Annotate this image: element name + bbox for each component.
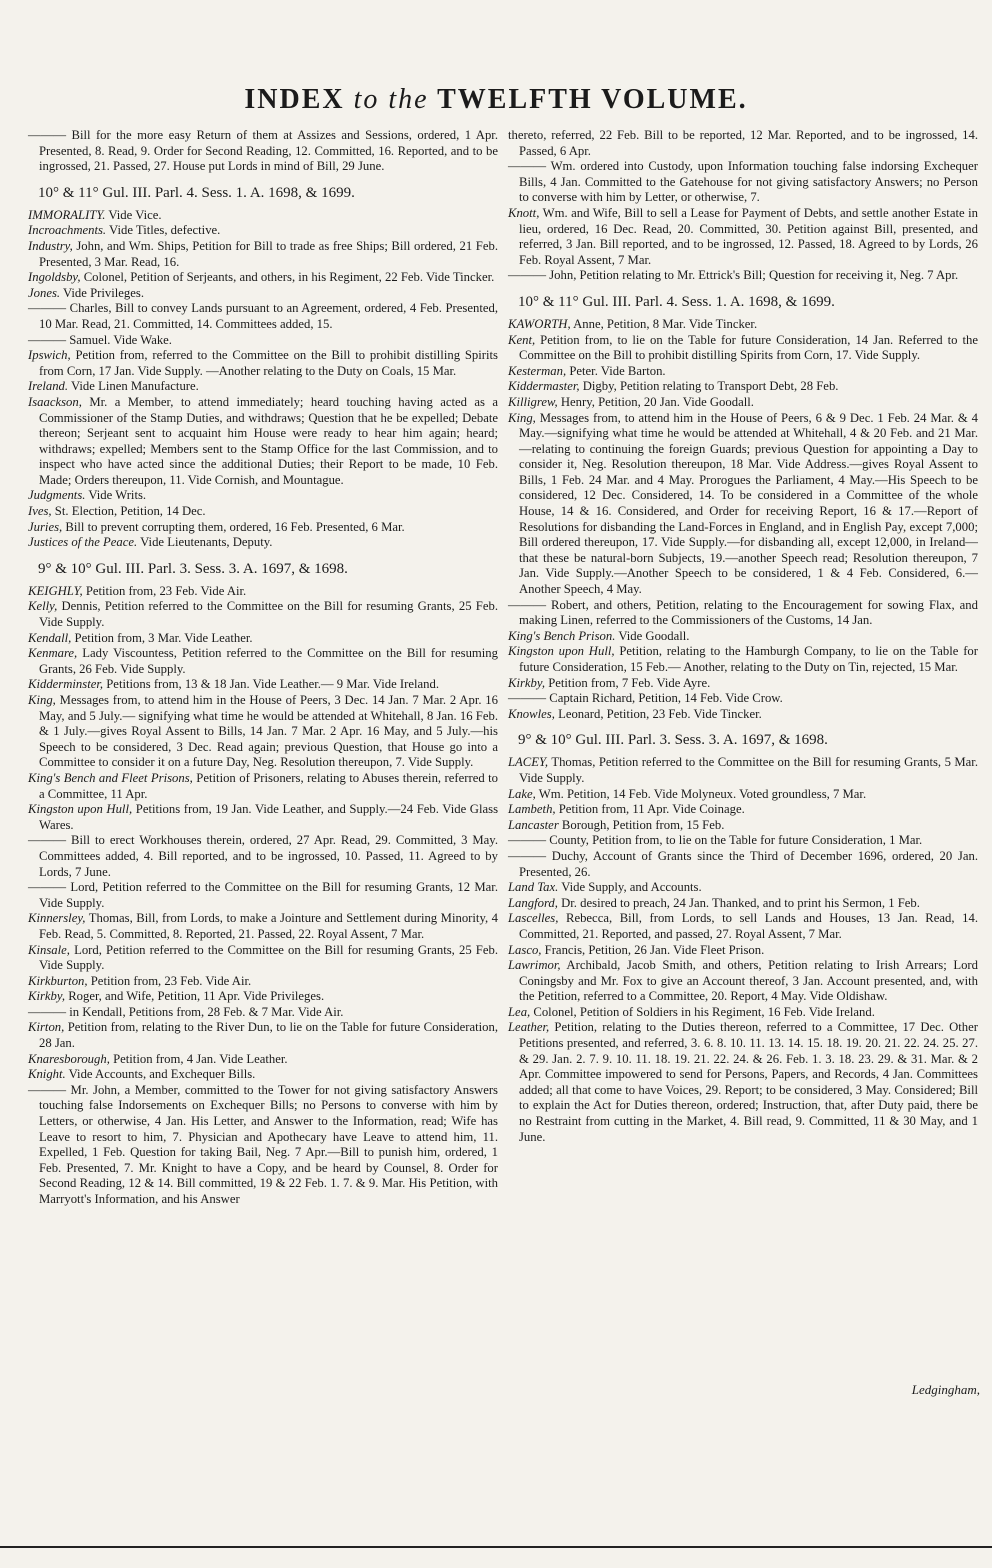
entry-text: St. Election, Petition, 14 Dec. xyxy=(51,504,206,519)
entry-headword: Lascelles, xyxy=(508,911,559,926)
entry-headword: Kirkburton, xyxy=(28,973,88,988)
entry-text: Wm. and Wife, Bill to sell a Lease for Payment of Debts, and settle another Estate in lieu, ordered, 16 Dec. Read, 20. Committed, 30. Petition against Bill, presented, and referred, 3 Jan. Bill reported, and to be ingrossed, 12. Passed, 18. Agreed to by Lords, 26 Feb. Royal Assent, 7 Mar. xyxy=(519,205,978,267)
entry-text: Archibald, Jacob Smith, and others, Petition relating to Irish Arrears; Lord Coningsby and Mr. Fox to give an Account thereof, 3 Jan. Account presented, and, with the Petition, referred to a Committee, 20. Report, 4 May. Vide Oldishaw. xyxy=(519,958,978,1004)
section-heading-text: 9° & 10° Gul. III. Parl. 3. Sess. 3. A. 1697, & 1698. xyxy=(518,732,828,749)
entry-text: Petition from, 3 Mar. Vide Leather. xyxy=(71,630,253,645)
index-entry xyxy=(28,880,498,911)
index-entry xyxy=(28,1020,498,1051)
index-entry xyxy=(28,238,498,270)
entry-text: Lord, Petition referred to the Committee on the Bill for resuming Grants, 25 Feb. Vide Supply. xyxy=(39,942,498,973)
entry-headword: IMMORALITY. xyxy=(28,207,106,222)
index-entry xyxy=(508,205,978,268)
index-entry xyxy=(28,285,498,302)
index-entry xyxy=(28,911,498,942)
title-index: INDEX xyxy=(244,84,345,115)
entry-headword: Land Tax. xyxy=(508,880,559,895)
index-entry xyxy=(508,706,978,723)
index-entry xyxy=(508,786,978,803)
entry-headword: Kelly, xyxy=(28,599,58,614)
entry-text: Petition from, relating to the River Dun, to lie on the Table for future Consideration, 28 Jan. xyxy=(39,1020,498,1051)
index-entry xyxy=(28,519,498,536)
index-entry xyxy=(508,316,978,333)
index-entry xyxy=(28,1082,498,1208)
entry-headword: Lancaster xyxy=(508,817,559,832)
entry-text: Vide Linen Manufacture. xyxy=(68,379,199,394)
section-heading xyxy=(28,185,498,202)
entry-headword: Lasco, xyxy=(508,942,542,957)
entry-headword: Leather, xyxy=(508,1020,550,1035)
section-heading xyxy=(508,732,978,749)
entry-headword: Ingoldsby, xyxy=(28,270,81,285)
entry-text: Leonard, Petition, 23 Feb. Vide Tincker. xyxy=(554,706,762,721)
index-entry xyxy=(508,691,978,707)
entry-headword: Juries, xyxy=(28,519,63,534)
entry-text: Vide Vice. xyxy=(105,207,162,222)
entry-text: Thomas, Petition referred to the Committee on the Bill for resuming Grants, 5 Mar. Vide Supply. xyxy=(519,755,978,785)
entry-text: Dennis, Petition referred to the Committee on the Bill for resuming Grants, 25 Feb. Vide Supply. xyxy=(39,599,498,630)
entry-text: Roger, and Wife, Petition, 11 Apr. Vide Privileges. xyxy=(65,989,325,1004)
section-heading xyxy=(508,294,978,311)
index-entry xyxy=(28,488,498,504)
entry-headword: Kiddermaster, xyxy=(508,379,580,394)
title-to-the: to the xyxy=(353,84,429,115)
index-entry xyxy=(28,348,498,379)
entry-text: Petition from, to lie on the Table for future Consideration, 14 Jan. Referred to the Committee on the Bill to prohibit distilling Spirits from Corn, 17. Vide Supply. xyxy=(519,332,978,363)
entry-headword: Knight. xyxy=(28,1067,66,1082)
index-entry xyxy=(508,895,978,912)
entry-headword: Lea, xyxy=(508,1004,531,1019)
catchword: Ledgingham, xyxy=(911,1382,980,1397)
entry-text: Colonel, Petition of Soldiers in his Regiment, 16 Feb. Vide Ireland. xyxy=(530,1004,875,1019)
entry-text: Petition from, 11 Apr. Vide Coinage. xyxy=(555,802,745,817)
title-volume: TWELFTH VOLUME. xyxy=(437,84,748,115)
index-entry xyxy=(508,958,978,1005)
entry-headword: Kirton, xyxy=(28,1020,65,1035)
entry-headword: Ireland. xyxy=(28,379,69,394)
index-entry xyxy=(28,1051,498,1068)
entry-headword: Kingston upon Hull, xyxy=(508,644,615,659)
entry-text: ——— Duchy, Account of Grants since the Third of December 1696, ordered, 20 Jan. Presented, 26. xyxy=(508,848,978,879)
entry-headword: King's Bench and Fleet Prisons, xyxy=(28,770,193,785)
entry-text: Petition, relating to the Hamburgh Company, to lie on the Table for future Consideration, 15 Feb.— Another, relating to the Duty on Tin, rejected, 15 Mar. xyxy=(519,644,978,674)
entry-headword: Lawrimor, xyxy=(508,958,561,973)
left-column xyxy=(28,128,498,1208)
page-title xyxy=(0,84,992,116)
entry-headword: King, xyxy=(28,693,56,707)
entry-text: ——— Mr. John, a Member, committed to the Tower for not giving satisfactory Answers touching false Indorsements on Exchequer Bills; no Persons to converse with him by Letters, or otherwise, 4 Jan. His Letter, and Answer to the Information, read; Wife has Leave to resort to him, 7. Physician and Apothecary have Leave to attend him, 11. Expelled, 1 Feb. Question for taking Bail, Neg. 7 Apr.—Bill to punish him, ordered, 1 Feb. Presented, 7. Mr. Knight to have a Copy, and be heard by Counsel, 8. Order for Second Reading, 12 & 14. Bill committed, 19 & 22 Feb. 1. 7. & 9. Mar. His Petition, with Marryott's Information, and his Answer xyxy=(28,1082,498,1206)
index-entry xyxy=(28,128,498,175)
index-entry xyxy=(28,1004,498,1021)
entry-headword: KEIGHLY, xyxy=(28,583,83,598)
index-entry xyxy=(28,770,498,802)
entry-headword: KAWORTH, xyxy=(508,316,571,331)
entry-text: ——— Samuel. Vide Wake. xyxy=(28,332,172,347)
index-entry xyxy=(508,379,978,395)
entry-text: Petition from, 7 Feb. Vide Ayre. xyxy=(545,675,711,690)
entry-text: Vide Goodall. xyxy=(615,628,690,643)
entry-headword: Kenmare, xyxy=(28,646,78,661)
index-entry xyxy=(28,207,498,224)
entry-text: Vide Privileges. xyxy=(60,285,144,300)
index-entry xyxy=(28,989,498,1005)
entry-text: Petition of Prisoners, relating to Abuses therein, referred to a Committee, 11 Apr. xyxy=(39,770,498,801)
entry-headword: Kesterman, xyxy=(508,363,567,378)
entry-text: Borough, Petition from, 15 Feb. xyxy=(558,817,725,832)
index-entry xyxy=(28,973,498,990)
index-entry xyxy=(508,128,978,159)
entry-text: Petition from, 23 Feb. Vide Air. xyxy=(87,973,252,988)
entry-headword: Kinsale, xyxy=(28,942,70,957)
index-entry xyxy=(508,817,978,834)
entry-headword: Ives, xyxy=(28,504,52,519)
entry-text: Messages from, to attend him in the House of Peers, 3 Dec. 14 Jan. 7 Mar. 2 Apr. 16 May, and 5 July.— signifying what time he would be attended at Whitehall, 8 Jan. 16 Feb. & 1 July.—gives Royal Assent to Bills, 14 Jan. 7 Mar. 2 Apr. 16 May, and 5 July.—his Speech to be considered, 3 Dec. Read again; previous Question, that House go into a Committee to consider it on a future Day, Neg. Resolution thereupon, 7. Vide Supply. xyxy=(39,693,498,770)
entry-text: ——— Captain Richard, Petition, 14 Feb. Vide Crow. xyxy=(508,691,783,706)
entry-text: Petition from, 23 Feb. Vide Air. xyxy=(82,583,247,598)
section-heading-text: 9° & 10° Gul. III. Parl. 3. Sess. 3. A. 1697, & 1698. xyxy=(38,560,348,577)
index-entry xyxy=(508,848,978,880)
entry-text: Bill to prevent corrupting them, ordered, 16 Feb. Presented, 6 Mar. xyxy=(62,519,405,534)
entry-text: Vide Accounts, and Exchequer Bills. xyxy=(65,1067,256,1082)
entry-headword: LACEY, xyxy=(508,755,549,770)
entry-text: Peter. Vide Barton. xyxy=(566,363,666,378)
index-entry xyxy=(508,363,978,380)
index-entry xyxy=(28,379,498,395)
index-entry xyxy=(508,394,978,411)
entry-text: Petitions from, 13 & 18 Jan. Vide Leather.— 9 Mar. Vide Ireland. xyxy=(103,677,440,692)
entry-headword: Knott, xyxy=(508,205,540,220)
index-entry xyxy=(28,301,498,332)
entry-headword: Kent, xyxy=(508,332,536,347)
index-entry xyxy=(508,332,978,364)
index-entry xyxy=(28,223,498,239)
index-entry xyxy=(508,159,978,206)
entry-headword: Judgments. xyxy=(28,488,86,503)
entry-text: Messages from, to attend him in the House of Peers, 6 & 9 Dec. 1 Feb. 24 Mar. & 4 May.—signifying what time he would be attended at Whitehall, 4 & 20 Feb. and 21 Mar. —relating to continuing the foreign Guards; previous Question for appointing a Day to consider it, Neg. Resolution thereupon, 18 Mar. Vide Address.—gives Royal Assent to Bills, 1 Feb. 24 Mar. and 4 May. Prorogues the Parliament, 4 May.—His Speech to be considered, 12 Dec. Considered, 14. To be considered in a Committee of the whole House, 14 & 16. Considered, and Order for receiving Report, 16 & 17.—Report of Resolutions for disbanding the Land-Forces in England, and in English Pay, except 7,000; Bill ordered thereupon, 17. Vide Supply.—for disbanding all, except 12,000, in Ireland—that these be natural-born Subjects, 19.—another Speech read; Resolution thereupon, 7 Jan. Vide Supply.—Another Speech to be considered, 1 & 4 Feb. Considered, 6.—Another Speech, 4 May. xyxy=(519,410,978,597)
index-entry xyxy=(28,646,498,677)
entry-text: Francis, Petition, 26 Jan. Vide Fleet Prison. xyxy=(541,942,765,957)
index-entry xyxy=(508,1020,978,1145)
section-heading-text: 10° & 11° Gul. III. Parl. 4. Sess. 1. A. 1698, & 1699. xyxy=(518,293,835,310)
entry-headword: Justices of the Peace. xyxy=(28,535,138,550)
index-entry xyxy=(28,504,498,520)
section-heading-text: 10° & 11° Gul. III. Parl. 4. Sess. 1. A. 1698, & 1699. xyxy=(38,184,355,201)
entry-text: ——— in Kendall, Petitions from, 28 Feb. & 7 Mar. Vide Air. xyxy=(28,1004,344,1019)
entry-text: ——— Lord, Petition referred to the Committee on the Bill for resuming Grants, 12 Mar. Vide Supply. xyxy=(28,880,498,910)
entry-headword: Kidderminster, xyxy=(28,677,104,692)
index-entry xyxy=(28,394,498,489)
entry-text: Wm. Petition, 14 Feb. Vide Molyneux. Voted groundless, 7 Mar. xyxy=(535,786,867,801)
entry-headword: King, xyxy=(508,410,536,425)
entry-headword: Industry, xyxy=(28,238,73,253)
entry-headword: Knowles, xyxy=(508,706,555,721)
index-entry xyxy=(508,880,978,896)
index-entry xyxy=(28,583,498,600)
entry-headword: Ipswich, xyxy=(28,348,71,363)
right-column xyxy=(508,128,978,1145)
entry-text: John, and Wm. Ships, Petition for Bill to trade as free Ships; Bill ordered, 21 Feb. Presented, 3 Mar. Read, 16. xyxy=(39,238,498,269)
entry-text: ——— Bill to erect Workhouses therein, ordered, 27 Apr. Read, 29. Committed, 3 May. Committees added, 4. Bill reported, and to be ingrossed, 10. Passed, 11. Agreed to by Lords, 7 June. xyxy=(28,833,498,879)
entry-text: Petition from, referred to the Committee on the Bill to prohibit distilling Spirits from Corn, 17 Jan. Vide Supply. —Another relating to the Duty on Coals, 15 Mar. xyxy=(39,348,498,378)
index-entry xyxy=(508,268,978,284)
entry-headword: Incroachments. xyxy=(28,223,107,238)
entry-text: thereto, referred, 22 Feb. Bill to be reported, 12 Mar. Reported, and to be ingrossed, 14. Passed, 6 Apr. xyxy=(508,128,978,158)
entry-headword: Isaackson, xyxy=(28,394,82,409)
entry-headword: Lake, xyxy=(508,786,536,801)
entry-headword: Lambeth, xyxy=(508,802,556,817)
index-entry xyxy=(28,1067,498,1083)
entry-text: ——— Charles, Bill to convey Lands pursuant to an Agreement, ordered, 4 Feb. Presented, 10 Mar. Read, 21. Committed, 14. Committees added, 15. xyxy=(28,301,498,331)
entry-text: Rebecca, Bill, from Lords, to sell Lands and Houses, 13 Jan. Read, 14. Committed, 21. Reported, and passed, 27. Royal Assent, 7 Mar. xyxy=(519,911,978,941)
index-entry xyxy=(508,833,978,849)
entry-text: ——— County, Petition from, to lie on the Table for future Consideration, 1 Mar. xyxy=(508,833,923,848)
entry-text: Henry, Petition, 20 Jan. Vide Goodall. xyxy=(557,394,754,409)
entry-text: ——— Wm. ordered into Custody, upon Information touching false indorsing Exchequer Bills, 4 Jan. Committed to the Gatehouse for not giving satisfactory Answers; no Person to converse with him by Letter, or otherwise, 7. xyxy=(508,159,978,205)
index-entry xyxy=(508,755,978,786)
entry-headword: Jones. xyxy=(28,285,61,300)
index-entry xyxy=(28,677,498,693)
index-entry xyxy=(28,802,499,833)
entry-text: Petitions from, 19 Jan. Vide Leather, and Supply.—24 Feb. Vide Glass Wares. xyxy=(39,802,499,832)
entry-text: ——— John, Petition relating to Mr. Ettrick's Bill; Question for receiving it, Neg. 7 Apr. xyxy=(508,268,959,283)
entry-text: ——— Bill for the more easy Return of them at Assizes and Sessions, ordered, 1 Apr. Presented, 8. Read, 9. Order for Second Reading, 12. Committed, 16. Reported, and to be ingrossed, 21. Passed, 27. House put Lords in mind of Bill, 29 June. xyxy=(28,128,498,174)
entry-headword: Killigrew, xyxy=(508,394,558,409)
entry-headword: Kinnersley, xyxy=(28,911,86,926)
index-entry xyxy=(28,693,498,771)
index-entry xyxy=(508,1004,978,1021)
index-entry xyxy=(28,630,498,647)
index-entry xyxy=(28,942,498,974)
entry-text: Digby, Petition relating to Transport Debt, 28 Feb. xyxy=(579,379,839,394)
index-entry xyxy=(508,802,978,818)
entry-headword: Kirkby, xyxy=(508,675,546,690)
entry-headword: Kirkby, xyxy=(28,989,66,1004)
entry-text: Vide Lieutenants, Deputy. xyxy=(137,535,273,550)
entry-text: Colonel, Petition of Serjeants, and others, in his Regiment, 22 Feb. Vide Tincker. xyxy=(80,270,495,285)
section-heading xyxy=(28,561,498,578)
entry-text: Vide Writs. xyxy=(85,488,147,503)
entry-headword: Kingston upon Hull, xyxy=(28,802,133,817)
entry-text: Lady Viscountess, Petition referred to the Committee on the Bill for resuming Grants, 26 Feb. Vide Supply. xyxy=(39,646,498,676)
entry-text: Thomas, Bill, from Lords, to make a Jointure and Settlement during Minority, 4 Feb. Read, 5. Committed, 8. Reported, 21. Passed, 22. Royal Assent, 7 Mar. xyxy=(39,911,498,941)
index-entry xyxy=(508,911,978,942)
entry-headword: Kendall, xyxy=(28,630,72,645)
index-entry xyxy=(508,644,978,675)
entry-text: Petition, relating to the Duties thereon, referred to a Committee, 17 Dec. Other Petitions presented, and referred, 3. 6. 8. 10. 11. 13. 14. 15. 18. 19. 20. 21. 22. 24. 25. 27. & 29. Jan. 2. 7. 9. 10. 11. 18. 19. 21. 22. 24. & 26. Feb. 1. 3. 18. 23. 29. & 31. Mar. & 2 Apr. Committee impowered to send for Persons, Papers, and Records, 4 Jan. Committees added; all that come to have Voices, 29. Report; to be considered, 3 May. Considered; Bill to explain the Act for Duties thereon, ordered; Instruction, that, after Duty paid, there be no Restraint from cutting in the Market, 4. Bill read, 9. Committed, 11 & 30 May, and 1 June. xyxy=(519,1020,978,1144)
entry-text: Mr. a Member, to attend immediately; heard touching having acted as a Commissioner of the Stamp Duties, and withdraws; Question that he be expelled; Debate thereon; Serjeant sent to acquaint him House were ready to hear him again; heard; withdraws; expelled; Members sent to the Stamp Office for the last Commission, and to inspect who have acted since the additional Duties; their Report to be made, 10 Feb. Made; Orders thereupon, 11. Vide Cornish, and Mountague. xyxy=(39,394,498,487)
index-entry xyxy=(28,833,498,880)
entry-text: Petition from, 4 Jan. Vide Leather. xyxy=(109,1051,288,1066)
entry-text: Vide Titles, defective. xyxy=(106,223,221,238)
entry-text: Vide Supply, and Accounts. xyxy=(558,880,702,895)
index-entry xyxy=(508,597,978,629)
index-entry xyxy=(508,410,978,598)
entry-text: ——— Robert, and others, Petition, relating to the Encouragement for sowing Flax, and making Linen, referred to the Commissioners of the Customs, 14 Jan. xyxy=(508,597,978,628)
index-entry xyxy=(28,270,498,286)
entry-headword: King's Bench Prison. xyxy=(508,628,616,643)
entry-headword: Langford, xyxy=(508,895,558,910)
index-entry xyxy=(28,535,498,551)
index-entry xyxy=(508,942,978,959)
index-entry xyxy=(508,628,978,645)
index-entry xyxy=(28,599,498,630)
entry-headword: Knaresborough, xyxy=(28,1051,110,1066)
bottom-rule xyxy=(0,1546,992,1548)
entry-text: Dr. desired to preach, 24 Jan. Thanked, and to print his Sermon, 1 Feb. xyxy=(557,895,920,910)
entry-text: Anne, Petition, 8 Mar. Vide Tincker. xyxy=(570,316,758,331)
index-entry xyxy=(508,675,978,692)
index-entry xyxy=(28,332,498,349)
